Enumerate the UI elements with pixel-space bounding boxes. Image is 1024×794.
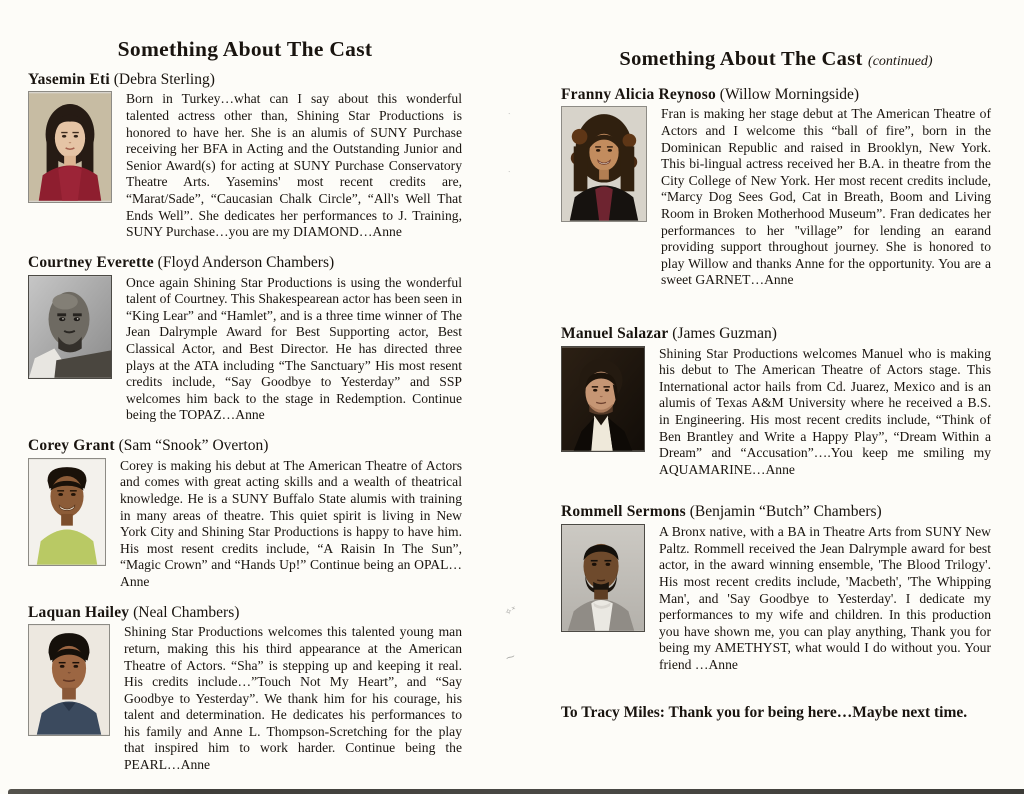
page-title-right xyxy=(561,48,991,71)
cast-entry-franny-reynoso xyxy=(561,86,991,289)
bio-text: A Bronx native, with a BA in Theatre Arts from SUNY New Paltz. Rommell received the Jean Dalrymple award for best actor, in the award winning ensemble, 'The Blood Trilogy'. His most recent credits include, 'Macbeth', 'The Whipping Man', and 'Say Goodbye to Yesterday'. I dedicate my performances to my wife and children. In this production you have shown me, you can play anything, Thank you for being my AMETHYST, what would I do without you. Your friend …Anne xyxy=(659,524,991,673)
scan-speck: ✧˟ xyxy=(503,604,518,618)
cast-name-line xyxy=(28,604,462,622)
cast-name-line xyxy=(561,86,991,104)
cast-name-line xyxy=(28,71,462,89)
headshot-corey-grant-photo xyxy=(28,458,106,566)
actor-name: Corey Grant xyxy=(28,436,115,454)
headshot-yasemin-eti-photo xyxy=(28,91,112,203)
dedication-note: To Tracy Miles: Thank you for being here…Maybe next time. xyxy=(561,703,968,721)
headshot-illustration xyxy=(562,347,644,451)
cast-name-line xyxy=(561,503,991,521)
scan-speck: ` xyxy=(507,111,513,121)
actor-name: Laquan Hailey xyxy=(28,603,130,621)
scan-speck: ` xyxy=(507,169,513,179)
bio-text: Born in Turkey…what can I say about this wonderful talented actress other than, Shining Star Productions is honored to have her. She is an alumis of SUNY Purchase receiving her BFA in Acting and the Outstanding Junior and Senior Award(s) for acting at SUNY Purchase Conservatory Theatre Arts. Yasemins' most recent credits are, “Marat/Sade”, “Caucasian Chalk Circle”, “All's Well That Ends Well”. She dedicates her performances to J. Training, SUNY Purchase…you are my DIAMOND…Anne xyxy=(126,91,462,240)
character-name: (James Guzman) xyxy=(672,324,777,342)
character-name: (Sam “Snook” Overton) xyxy=(118,436,269,454)
bio-text: Shining Star Productions welcomes Manuel who is making his debut to The American Theatre of Actors stage. This International actor hails from Cd. Juarez, Mexico and is an alumis of Texas A&M University where he received a B.S. in Engineering. His most recent credits include, “Think of Ben Brantley and Write a Happy Play”, “Dream Within a Dream” and “Accusation”….You keep me smiling my AQUAMARINE…Anne xyxy=(659,345,991,477)
page-title-left: Something About The Cast xyxy=(117,37,373,61)
headshot-illustration xyxy=(562,525,644,631)
actor-name: Yasemin Eti xyxy=(28,70,110,88)
headshot-laquan-hailey-photo xyxy=(28,624,110,736)
headshot-franny-reynoso-photo xyxy=(561,106,647,222)
cast-name-line xyxy=(28,254,462,272)
actor-name: Manuel Salazar xyxy=(561,324,669,342)
cast-entry-laquan-hailey xyxy=(28,604,462,774)
character-name: (Benjamin “Butch” Chambers) xyxy=(689,503,882,521)
headshot-rommell-sermons-photo xyxy=(561,524,645,632)
scan-speck: ⁓ xyxy=(504,650,517,664)
cast-name-line xyxy=(561,325,991,343)
scan-bottom-edge xyxy=(8,789,1024,794)
cast-name-line xyxy=(28,437,462,455)
continued-label: (continued) xyxy=(868,54,933,69)
actor-name: Rommell Sermons xyxy=(561,503,686,521)
cast-entry-courtney-everette xyxy=(28,254,462,424)
cast-entry-corey-grant xyxy=(28,437,462,591)
bio-text: Shining Star Productions welcomes this talented young man return, making this his third appearance at the American Theatre of Actors. “Sha” is stepping up and keeping it real. His credits include…”Touch Not My Heart”, and “Say Goodbye to Yesterday”. We thank him for his courage, his talent and determination. He dedicates his performances to his family and Anne L. Thompson-Scretching for the play that inspired him to work harder. Continue being the PEARL…Anne xyxy=(124,624,462,773)
cast-entry-rommell-sermons xyxy=(561,503,991,673)
left-page-column xyxy=(28,0,462,787)
headshot-illustration xyxy=(29,92,111,202)
headshot-illustration xyxy=(29,625,109,735)
bio-text: Fran is making her stage debut at The American Theatre of Actors and I welcome this “ball of fire”, born in the Dominican Republic and raised in Brooklyn, New York. This bi-lingual actress received her B.A. in theatre from the City College of New York. Her most recent credits include, “Marcy Dog Sees God, Cat in Breath, Boom and Living Room in Broken Motherhood Museum”. Fran dedicates her performances to her ''village” for lending an earand providing support throughout journey. She is honored to play Willow and thanks Anne for the opportunity. You are a sweet GARNET…Anne xyxy=(661,106,991,288)
character-name: (Neal Chambers) xyxy=(133,603,240,621)
right-page-column xyxy=(561,0,991,722)
bio-text: Corey is making his debut at The American Theatre of Actors and comes with great acting skills and a wealth of theatrical knowledge. He is a SUNY Buffalo State alumis with training in many areas of theatre. This quiet spirit is living in New York City and Shining Star Productions is happy to have him. His most resent credits include, “A Raisin In The Sun”, “Magic Crown” and “Hands Up!” Continue being an OPAL…Anne xyxy=(120,457,462,589)
actor-name: Franny Alicia Reynoso xyxy=(561,85,716,103)
headshot-courtney-everette-photo xyxy=(28,275,112,379)
headshot-illustration xyxy=(562,107,646,221)
cast-entry-yasemin-eti xyxy=(28,71,462,241)
cast-entry-manuel-salazar xyxy=(561,325,991,479)
headshot-manuel-salazar-photo xyxy=(561,346,645,452)
character-name: (Willow Morningside) xyxy=(719,85,860,103)
headshot-illustration xyxy=(29,276,111,378)
character-name: (Floyd Anderson Chambers) xyxy=(157,253,335,271)
bio-text: Once again Shining Star Productions is using the wonderful talent of Courtney. This Shakespearean actor has been seen in “King Lear” and “Hamlet”, and is a three time winner of The Jean Dalrymple Award for Best Supporting actor, Best Classical Actor, and Best Director. He has directed three plays at the ATA including “The Sanctuary” His most resent credits include, “Say Goodbye to Yesterday” and SSP welcomes him back to the stage in Redemption. Continue being the TOPAZ…Anne xyxy=(126,274,462,423)
actor-name: Courtney Everette xyxy=(28,253,154,271)
character-name: (Debra Sterling) xyxy=(113,70,215,88)
page-title-text: Something About The Cast xyxy=(619,48,863,70)
headshot-illustration xyxy=(29,459,105,565)
